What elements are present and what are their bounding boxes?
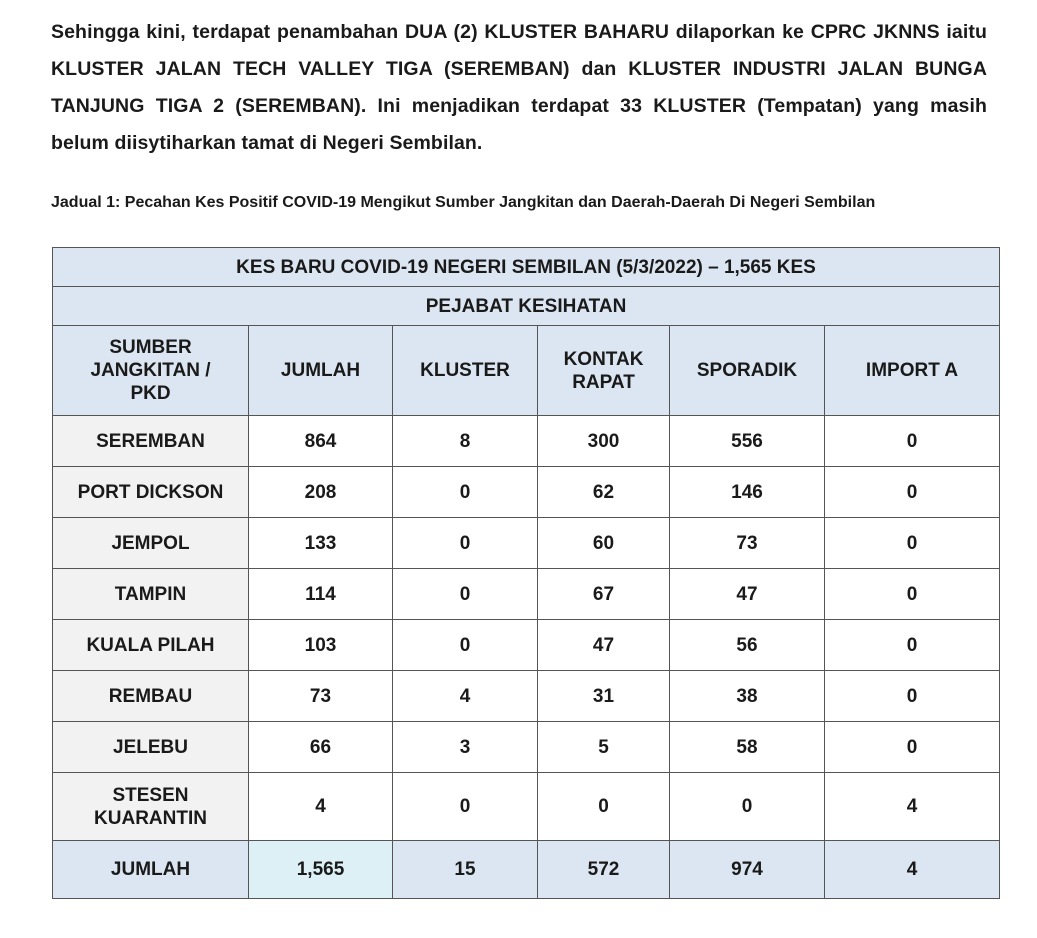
table-cell: 66 [249, 722, 393, 773]
table-cell: 73 [670, 518, 825, 569]
table-cell: 58 [670, 722, 825, 773]
table-cell: 146 [670, 467, 825, 518]
table-cell: 103 [249, 620, 393, 671]
column-header: JUMLAH [249, 326, 393, 416]
table-cell: 5 [538, 722, 670, 773]
table-cell: 864 [249, 416, 393, 467]
district-name: KUALA PILAH [53, 620, 249, 671]
table-cell: 208 [249, 467, 393, 518]
table-cell: 3 [393, 722, 538, 773]
table-row [53, 416, 1000, 467]
column-header: KONTAK RAPAT [538, 326, 670, 416]
table-cell: 0 [825, 416, 1000, 467]
column-header: KLUSTER [393, 326, 538, 416]
table-cell: 56 [670, 620, 825, 671]
table-cell: 0 [825, 467, 1000, 518]
table-title: KES BARU COVID-19 NEGERI SEMBILAN (5/3/2022) – 1,565 KES [53, 248, 1000, 287]
table-cell: 0 [393, 467, 538, 518]
table-cell: 47 [670, 569, 825, 620]
table-cell: 133 [249, 518, 393, 569]
district-name: PORT DICKSON [53, 467, 249, 518]
table-cell: 47 [538, 620, 670, 671]
table-row [53, 518, 1000, 569]
total-cell: 1,565 [249, 841, 393, 899]
total-cell: 572 [538, 841, 670, 899]
total-row [53, 841, 1000, 899]
district-name: TAMPIN [53, 569, 249, 620]
district-name: SEREMBAN [53, 416, 249, 467]
table-cell: 67 [538, 569, 670, 620]
table-cell: 0 [825, 569, 1000, 620]
table-row [53, 569, 1000, 620]
table-caption: Jadual 1: Pecahan Kes Positif COVID-19 Mengikut Sumber Jangkitan dan Daerah-Daerah Di Negeri Sembilan [51, 194, 876, 211]
intro-paragraph: Sehingga kini, terdapat penambahan DUA (2) KLUSTER BAHARU dilaporkan ke CPRC JKNNS iaitu KLUSTER JALAN TECH VALLEY TIGA (SEREMBAN) dan KLUSTER INDUSTRI JALAN BUNGA TANJUNG TIGA 2 (SEREMBAN). Ini menjadikan terdapat 33 KLUSTER (Tempatan) yang masih belum diisytiharkan tamat di Negeri Sembilan. [51, 21, 987, 154]
total-cell: 15 [393, 841, 538, 899]
table-cell: 0 [670, 773, 825, 841]
table-subtitle: PEJABAT KESIHATAN [53, 287, 1000, 326]
total-label: JUMLAH [53, 841, 249, 899]
table-cell: 31 [538, 671, 670, 722]
table-cell: 0 [393, 773, 538, 841]
district-name: JELEBU [53, 722, 249, 773]
district-name: JEMPOL [53, 518, 249, 569]
total-cell: 4 [825, 841, 1000, 899]
table-cell: 0 [825, 722, 1000, 773]
table-cell: 0 [538, 773, 670, 841]
table-cell: 0 [393, 620, 538, 671]
table-cell: 38 [670, 671, 825, 722]
district-name: STESEN KUARANTIN [53, 773, 249, 841]
table-cell: 0 [393, 518, 538, 569]
table-cell: 60 [538, 518, 670, 569]
table-row [53, 773, 1000, 841]
table-cell: 0 [825, 518, 1000, 569]
total-cell: 974 [670, 841, 825, 899]
district-name: REMBAU [53, 671, 249, 722]
table-cell: 556 [670, 416, 825, 467]
table-row [53, 722, 1000, 773]
table-cell: 4 [249, 773, 393, 841]
table-cell: 0 [825, 671, 1000, 722]
table-cell: 300 [538, 416, 670, 467]
table-row [53, 671, 1000, 722]
table-cell: 0 [393, 569, 538, 620]
cases-table [52, 247, 1000, 899]
column-header: IMPORT A [825, 326, 1000, 416]
table-cell: 8 [393, 416, 538, 467]
column-header: SPORADIK [670, 326, 825, 416]
table-cell: 4 [393, 671, 538, 722]
table-cell: 4 [825, 773, 1000, 841]
table-cell: 62 [538, 467, 670, 518]
table-cell: 0 [825, 620, 1000, 671]
table-cell: 114 [249, 569, 393, 620]
table-cell: 73 [249, 671, 393, 722]
table-row [53, 467, 1000, 518]
table-row [53, 620, 1000, 671]
column-header: SUMBER JANGKITAN / PKD [53, 326, 249, 416]
